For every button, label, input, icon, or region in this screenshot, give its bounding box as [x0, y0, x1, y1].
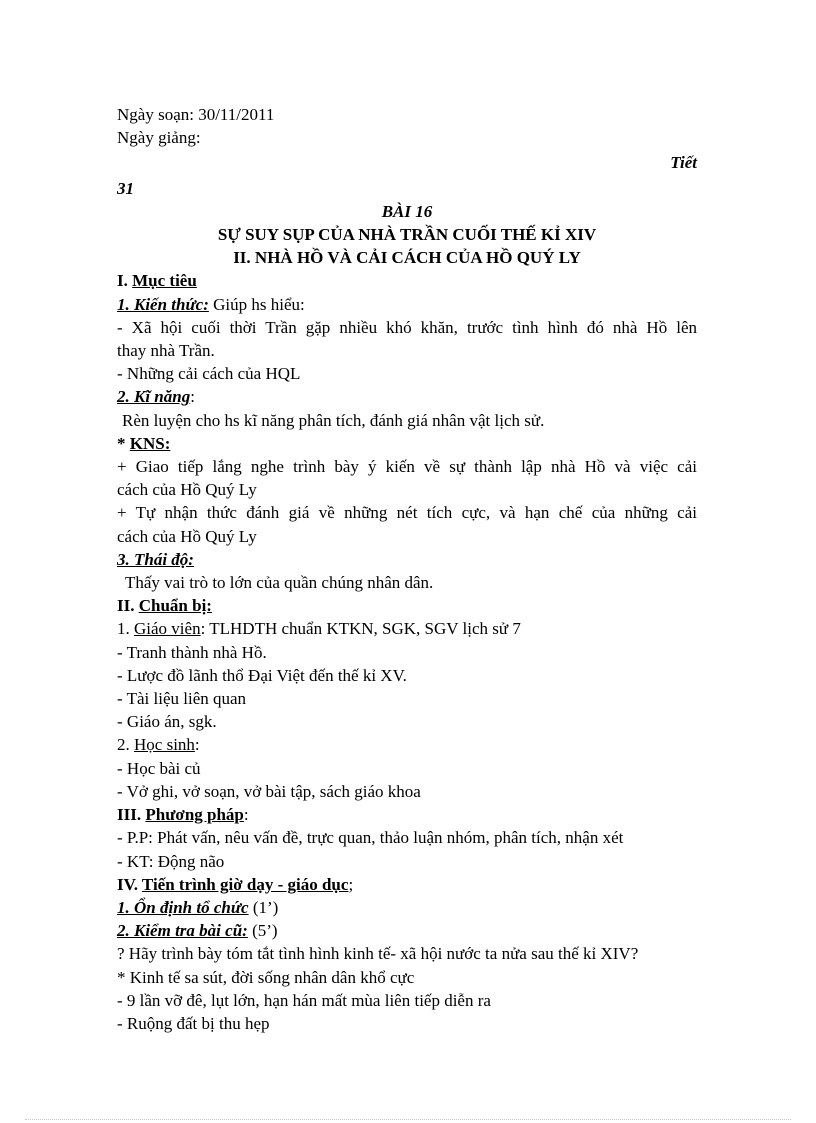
- date-taught: Ngày giảng:: [117, 128, 201, 148]
- lesson-subtitle: II. NHÀ HỒ VÀ CẢI CÁCH CỦA HỒ QUÝ LY: [233, 248, 581, 268]
- knowledge-heading: 1. Kiến thức:: [117, 294, 209, 314]
- kns-item-1a: + Giao tiếp lắng nghe trình bày ý kiến về sự thành lập nhà Hồ và việc cải: [117, 457, 697, 477]
- heading-semicolon: ;: [348, 874, 354, 894]
- period-number: 31: [117, 178, 134, 198]
- section-objectives: [117, 269, 697, 292]
- list-item: - KT: Động não: [117, 851, 225, 871]
- skills-colon: :: [190, 387, 195, 407]
- student-colon: :: [194, 735, 200, 755]
- teacher-row: [117, 617, 697, 640]
- section-number: III.: [117, 805, 146, 825]
- section-heading: Phương pháp: [145, 805, 244, 825]
- skills-row: [117, 385, 697, 408]
- step1-row: [117, 896, 697, 919]
- page-bottom-divider: [25, 1119, 791, 1120]
- kns-item-2a: + Tự nhận thức đánh giá về những nét tích cực, và hạn chế của những cải: [117, 503, 697, 523]
- section-number: IV.: [117, 874, 142, 894]
- section-process: [117, 873, 697, 896]
- section-methods: [117, 803, 697, 826]
- knowledge-item-1a: - Xã hội cuối thời Trần gặp nhiều khó khăn, trước tình hình đó nhà Hồ lên: [117, 317, 697, 337]
- list-item: - Giáo án, sgk.: [117, 712, 217, 732]
- section-heading: Chuẩn bị:: [138, 596, 212, 616]
- lesson-number: BÀI 16: [381, 201, 433, 221]
- teacher-label: Giáo viên: [134, 619, 201, 639]
- list-item: - Ruộng đất bị thu hẹp: [117, 1013, 270, 1033]
- step1-time: (1’): [248, 897, 279, 917]
- heading-colon: :: [243, 805, 249, 825]
- date-prepared: Ngày soạn: 30/11/2011: [117, 105, 275, 124]
- list-item: - Vở ghi, vở soạn, vở bài tập, sách giáo khoa: [117, 781, 421, 801]
- step1-heading: 1. Ổn định tổ chức: [117, 897, 249, 917]
- list-item: - P.P: Phát vấn, nêu vấn đề, trực quan, thảo luận nhóm, phân tích, nhận xét: [117, 828, 624, 848]
- student-label: Học sinh: [134, 735, 195, 755]
- kns-item-2b: cách của Hồ Quý Ly: [117, 526, 257, 546]
- knowledge-intro: Giúp hs hiểu:: [208, 294, 305, 314]
- step2-heading: 2. Kiểm tra bài cũ:: [117, 921, 248, 941]
- list-item: - Học bài củ: [117, 758, 201, 778]
- attitude-heading: 3. Thái độ:: [117, 549, 194, 569]
- section-number: II.: [117, 596, 139, 616]
- knowledge-row: [117, 293, 697, 316]
- teacher-num: 1.: [117, 619, 134, 639]
- section-heading: Mục tiêu: [132, 271, 197, 291]
- list-item: - Tài liệu liên quan: [117, 689, 247, 709]
- list-item: - Tranh thành nhà Hồ.: [117, 642, 267, 662]
- knowledge-item-1b: thay nhà Trần.: [117, 341, 215, 361]
- kns-item-1b: cách của Hồ Quý Ly: [117, 480, 257, 500]
- kns-prefix: *: [117, 433, 130, 453]
- skills-heading: 2. Kĩ năng: [117, 387, 191, 407]
- student-num: 2.: [117, 735, 134, 755]
- step2-row: [117, 919, 697, 942]
- list-item: - 9 lần vỡ đê, lụt lớn, hạn hán mất mùa liên tiếp diễn ra: [117, 990, 491, 1010]
- section-heading: Tiến trình giờ dạy - giáo dục: [141, 874, 349, 894]
- knowledge-item-2: - Những cải cách của HQL: [117, 364, 301, 384]
- kns-heading: KNS:: [129, 433, 171, 453]
- lesson-title: SỰ SUY SỤP CỦA NHÀ TRẦN CUỐI THẾ KỈ XIV: [217, 225, 597, 245]
- period-label: Tiết: [670, 153, 697, 173]
- list-item: * Kinh tế sa sút, đời sống nhân dân khổ cực: [117, 967, 415, 987]
- section-preparation: [117, 594, 697, 617]
- student-row: [117, 733, 697, 756]
- section-number: I.: [117, 271, 133, 291]
- document-page: [117, 103, 697, 1035]
- list-item: - Lược đồ lãnh thổ Đại Việt đến thế kỉ XV.: [117, 665, 407, 685]
- step2-time: (5’): [247, 921, 278, 941]
- attitude-item-1: Thấy vai trò to lớn của quần chúng nhân dân.: [125, 573, 434, 593]
- teacher-text: : TLHDTH chuẩn KTKN, SGK, SGV lịch sử 7: [200, 619, 521, 639]
- kns-row: [117, 432, 697, 455]
- review-question: ? Hãy trình bày tóm tắt tình hình kinh tế- xã hội nước ta nửa sau thế kỉ XIV?: [117, 944, 639, 964]
- skills-item-1: Rèn luyện cho hs kĩ năng phân tích, đánh giá nhân vật lịch sử.: [122, 410, 545, 430]
